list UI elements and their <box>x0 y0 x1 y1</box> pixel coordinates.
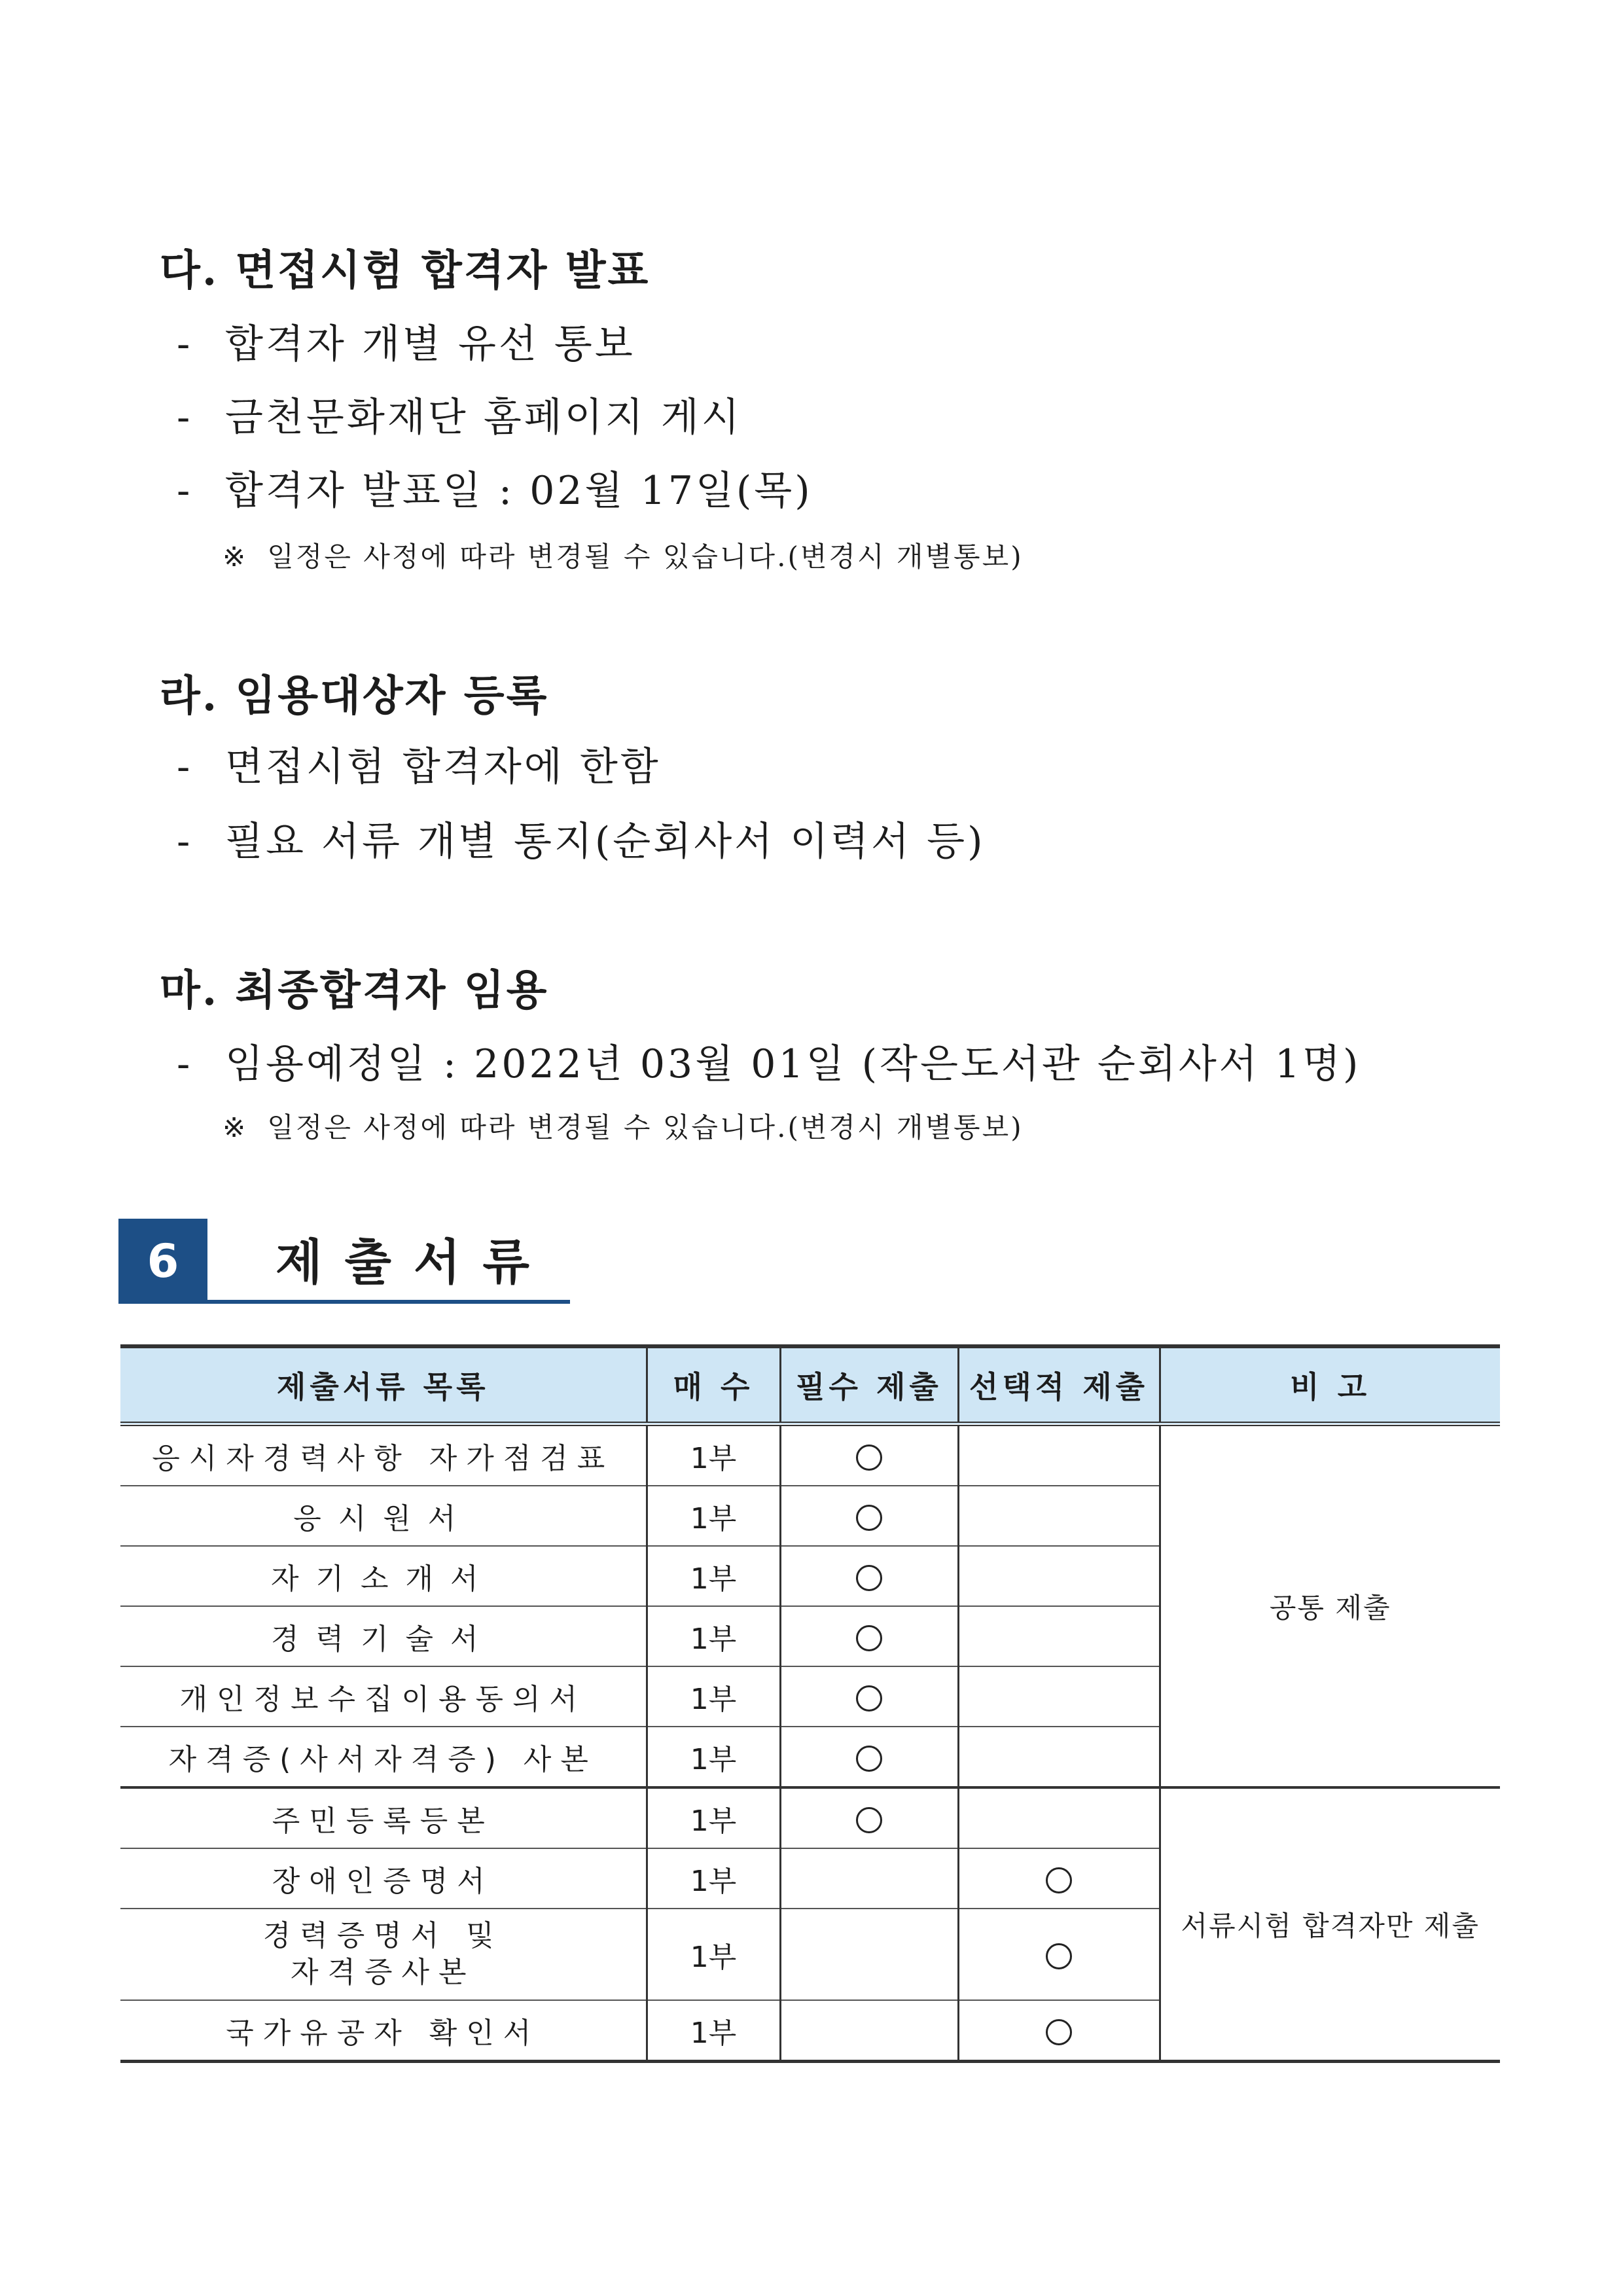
required-cell <box>780 1424 958 1486</box>
header-required: 필수 제출 <box>780 1346 958 1424</box>
doc-count: 1부 <box>647 1486 780 1546</box>
schedule-note: ※ 일정은 사정에 따라 변경될 수 있습니다.(변경시 개별통보) <box>223 1111 1024 1143</box>
optional-cell <box>958 2000 1160 2062</box>
optional-cell <box>958 1727 1160 1787</box>
header-remarks: 비 고 <box>1160 1346 1500 1424</box>
optional-cell <box>958 1848 1160 1909</box>
required-cell <box>780 1666 958 1727</box>
section-title: 제출서류 <box>276 1234 552 1291</box>
doc-count: 1부 <box>647 1727 780 1787</box>
bullet-announce-date: - 합격자 발표일 : 02월 17일(목) <box>177 468 813 514</box>
optional-cell <box>958 1486 1160 1546</box>
required-cell <box>780 1787 958 1848</box>
doc-name: 국가유공자 확인서 <box>120 2000 647 2062</box>
section-number-badge: 6 <box>118 1219 207 1304</box>
doc-count: 1부 <box>647 1666 780 1727</box>
section-ra-title: 라. 임용대상자 등록 <box>160 672 549 721</box>
remark-common: 공통 제출 <box>1160 1424 1500 1788</box>
circle-mark-icon <box>856 1444 882 1471</box>
section-underline <box>207 1300 570 1304</box>
circle-mark-icon <box>856 1505 882 1531</box>
doc-name: 개인정보수집이용동의서 <box>120 1666 647 1727</box>
required-cell <box>780 1848 958 1909</box>
bullet-required-docs: - 필요 서류 개별 통지(순회사서 이력서 등) <box>177 819 986 865</box>
table-row <box>120 1787 1500 1848</box>
header-doc-list: 제출서류 목록 <box>120 1346 647 1424</box>
required-cell <box>780 1486 958 1546</box>
doc-name: 주민등록등본 <box>120 1787 647 1848</box>
doc-name: 응시원서 <box>120 1486 647 1546</box>
circle-mark-icon <box>856 1625 882 1651</box>
header-optional: 선택적 제출 <box>958 1346 1160 1424</box>
optional-cell <box>958 1606 1160 1666</box>
doc-name: 경력기술서 <box>120 1606 647 1666</box>
doc-name: 경력증명서 및 자격증사본 <box>120 1909 647 2000</box>
circle-mark-icon <box>856 1807 882 1833</box>
doc-count: 1부 <box>647 1787 780 1848</box>
circle-mark-icon <box>1046 1943 1072 1969</box>
doc-count: 1부 <box>647 2000 780 2062</box>
schedule-note: ※ 일정은 사정에 따라 변경될 수 있습니다.(변경시 개별통보) <box>223 541 1024 573</box>
bullet-interview-passers: - 면접시험 합격자에 한함 <box>177 744 661 790</box>
required-cell <box>780 1727 958 1787</box>
doc-count: 1부 <box>647 1546 780 1606</box>
circle-mark-icon <box>1046 1867 1072 1893</box>
optional-cell <box>958 1546 1160 1606</box>
remark-doc-passers: 서류시험 합격자만 제출 <box>1160 1787 1500 2062</box>
optional-cell <box>958 1666 1160 1727</box>
doc-name: 응시자경력사항 자가점검표 <box>120 1424 647 1486</box>
bullet-phone-notice: - 합격자 개별 유선 통보 <box>177 321 635 367</box>
doc-name: 장애인증명서 <box>120 1848 647 1909</box>
bullet-appointment-date: - 임용예정일 : 2022년 03월 01일 (작은도서관 순회사서 1명) <box>177 1041 1361 1087</box>
circle-mark-icon <box>856 1746 882 1772</box>
doc-count: 1부 <box>647 1606 780 1666</box>
optional-cell <box>958 1787 1160 1848</box>
submission-documents-table <box>120 1344 1500 2063</box>
required-cell <box>780 1606 958 1666</box>
section-da-title: 다. 면접시험 합격자 발표 <box>160 246 651 295</box>
doc-count: 1부 <box>647 1909 780 2000</box>
required-cell <box>780 2000 958 2062</box>
required-cell <box>780 1909 958 2000</box>
required-cell <box>780 1546 958 1606</box>
circle-mark-icon <box>856 1565 882 1591</box>
optional-cell <box>958 1424 1160 1486</box>
circle-mark-icon <box>1046 2019 1072 2045</box>
bullet-homepage-post: - 금천문화재단 홈페이지 게시 <box>177 395 742 440</box>
header-count: 매 수 <box>647 1346 780 1424</box>
doc-name: 자기소개서 <box>120 1546 647 1606</box>
doc-name: 자격증(사서자격증) 사본 <box>120 1727 647 1787</box>
table-row <box>120 1424 1500 1486</box>
optional-cell <box>958 1909 1160 2000</box>
circle-mark-icon <box>856 1685 882 1712</box>
doc-count: 1부 <box>647 1848 780 1909</box>
table-header-row <box>120 1346 1500 1424</box>
doc-count: 1부 <box>647 1424 780 1486</box>
section-ma-title: 마. 최종합격자 임용 <box>160 966 549 1015</box>
submission-section-header <box>118 1219 570 1306</box>
